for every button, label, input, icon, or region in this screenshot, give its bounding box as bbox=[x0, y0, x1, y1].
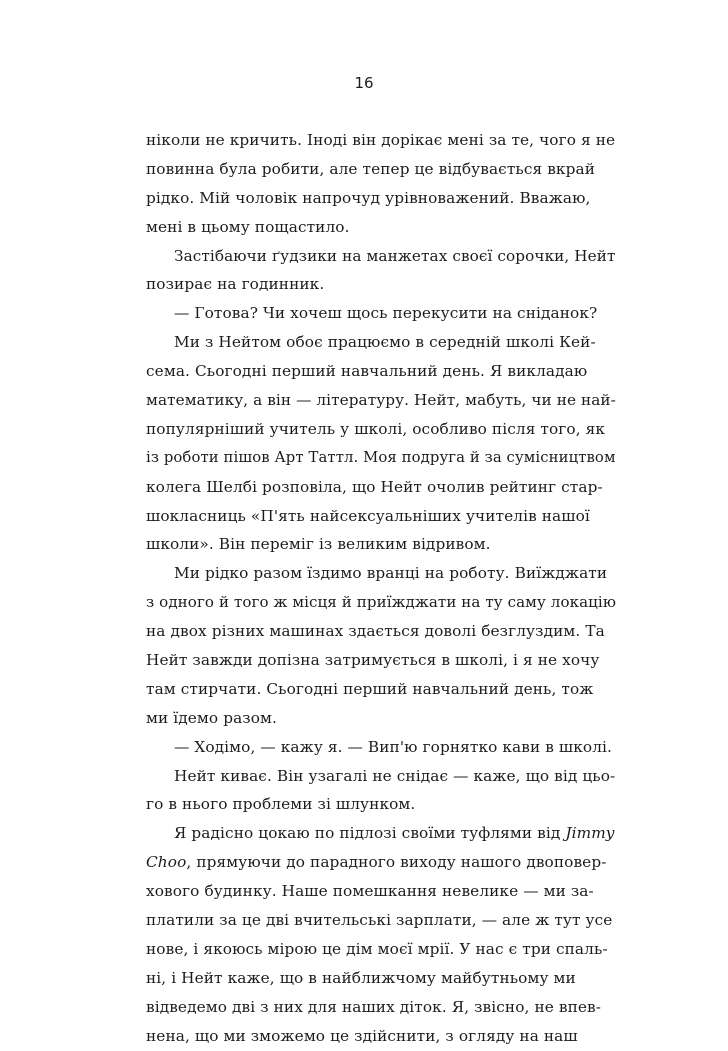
text-line: колега Шелбі розповіла, що Нейт очолив рейтинг стар- bbox=[146, 477, 603, 496]
text-line: на двох різних машинах здається доволі безглуздим. Та bbox=[146, 622, 605, 641]
text-line: математику, а він — літературу. Нейт, мабуть, чи не най- bbox=[146, 391, 616, 410]
italic-brand-name: Jimmy bbox=[565, 824, 615, 843]
text-line: хового будинку. Наше помешкання невелике — ми за- bbox=[146, 882, 594, 901]
text-line: із роботи пішов Арт Таттл. Моя подруга й за сумісництвом bbox=[146, 448, 616, 466]
text-line: — Ходімо, — кажу я. — Вип'ю горнятко кави в школі. bbox=[174, 737, 612, 756]
text-line: школи». Він переміг із великим відривом. bbox=[146, 535, 491, 554]
text-line: Ми рідко разом їздимо вранці на роботу. Виїжджати bbox=[174, 564, 608, 583]
page-number: 16 bbox=[354, 74, 374, 92]
italic-brand-name: Choo bbox=[146, 853, 187, 872]
text-line bbox=[146, 819, 616, 848]
text-line: — Готова? Чи хочеш щось перекусити на сніданок? bbox=[174, 304, 598, 323]
text-line: там стирчати. Сьогодні перший навчальний день, тож bbox=[146, 679, 594, 698]
text-line: го в нього проблеми зі шлунком. bbox=[146, 795, 416, 814]
text-line: повинна була робити, але тепер це відбувається вкрай bbox=[146, 159, 595, 178]
text-line: ні, і Нейт каже, що в найближчому майбутньому ми bbox=[146, 968, 576, 987]
text-line: шокласниць «П'ять найсексуальніших учителів нашої bbox=[146, 506, 590, 525]
text-fragment: , прямуючи до парадного виходу нашого двоповер- bbox=[186, 853, 607, 872]
text-line bbox=[146, 848, 616, 877]
text-line: рідко. Мій чоловік напрочуд урівноважений. Вважаю, bbox=[146, 188, 591, 207]
text-line: ми їдемо разом. bbox=[146, 708, 278, 727]
text-line: Ми з Нейтом обоє працюємо в середній школі Кей- bbox=[174, 333, 596, 352]
text-line: Застібаючи ґудзики на манжетах своєї сорочки, Нейт bbox=[174, 246, 616, 265]
text-line: нове, і якоюсь мірою це дім моєї мрії. У нас є три спаль- bbox=[146, 939, 608, 958]
text-line: відведемо дві з них для наших діток. Я, звісно, не впев- bbox=[146, 997, 602, 1016]
text-line: з одного й того ж місця й приїжджати на ту саму локацію bbox=[146, 593, 617, 612]
text-fragment: Я радісно цокаю по підлозі своїми туфлями від bbox=[174, 824, 561, 843]
text-line: популярніший учитель у школі, особливо після того, як bbox=[146, 419, 606, 438]
text-line: сема. Сьогодні перший навчальний день. Я викладаю bbox=[146, 362, 588, 381]
text-line: позирає на годинник. bbox=[146, 275, 325, 294]
text-line: мені в цьому пощастило. bbox=[146, 217, 350, 236]
text-line: Нейт завжди допізна затримується в школі, і я не хочу bbox=[146, 651, 600, 670]
text-line: ніколи не кричить. Іноді він дорікає мені за те, чого я не bbox=[146, 131, 616, 149]
body-text bbox=[146, 126, 616, 1051]
text-line: платили за це дві вчительські зарплати, — але ж тут усе bbox=[146, 911, 613, 930]
text-line: Нейт киває. Він узагалі не снідає — каже, що від цьо- bbox=[174, 766, 616, 785]
text-line: нена, що ми зможемо це здійснити, з огляду на наш bbox=[146, 1026, 578, 1045]
